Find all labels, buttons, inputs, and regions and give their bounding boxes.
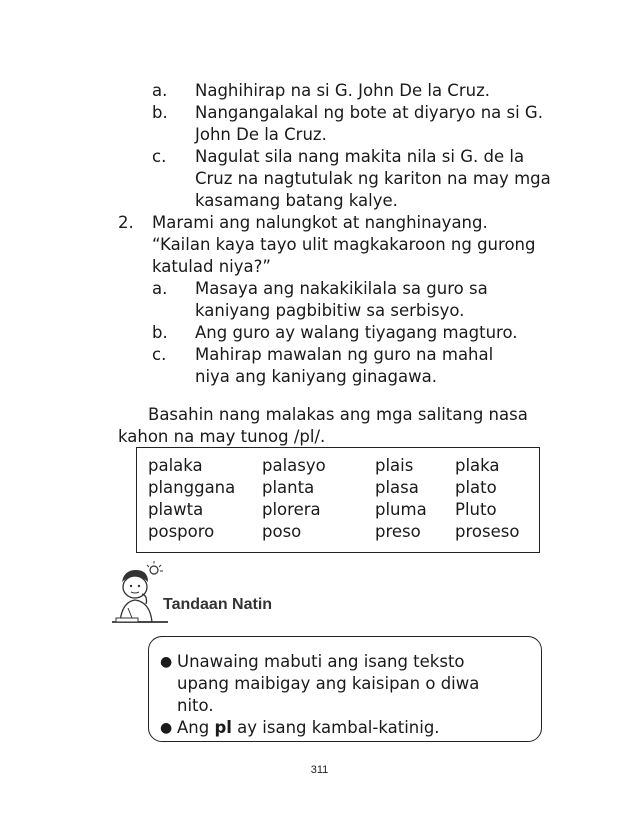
word-cell: plasa — [375, 478, 419, 497]
word-cell: plato — [455, 478, 497, 497]
idea-bulb-icon — [147, 561, 163, 574]
q2-choice-c-marker: c. — [152, 345, 167, 364]
bullet-icon: ● — [160, 720, 173, 736]
thinking-child-illustration — [112, 560, 168, 630]
word-box — [136, 447, 540, 553]
word-cell: plorera — [262, 500, 321, 519]
instruction-line-2: kahon na may tunog /pl/. — [118, 427, 326, 446]
q1-choice-a-line-1: Naghihirap na si G. John De la Cruz. — [195, 81, 490, 100]
q1-choice-c-line-1: Nagulat sila nang makita nila si G. de la — [195, 147, 525, 166]
word-cell: plais — [375, 456, 414, 475]
q1-choice-c-marker: c. — [152, 147, 167, 166]
q2-number: 2. — [118, 213, 134, 232]
word-cell: planggana — [148, 478, 236, 497]
q1-choice-b-marker: b. — [152, 103, 168, 122]
page-number: 311 — [310, 764, 329, 776]
instruction-line-1: Basahin nang malakas ang mga salitang nasa — [148, 405, 528, 424]
word-cell: palaka — [148, 456, 203, 475]
word-cell: plaka — [455, 456, 500, 475]
bullet-icon: ● — [160, 654, 173, 670]
remember-bullet-2-bold: pl — [214, 718, 232, 737]
q1-choice-c-line-2: Cruz na nagtutulak ng kariton na may mga — [195, 169, 551, 188]
q2-line-1: Marami ang nalungkot at nanghinayang. — [152, 213, 488, 232]
q2-choice-b-marker: b. — [152, 323, 168, 342]
word-cell: Pluto — [455, 500, 497, 519]
q1-choice-c-line-3: kasamang batang kalye. — [195, 191, 398, 210]
q2-choice-b-line-1: Ang guro ay walang tiyagang magturo. — [195, 323, 518, 342]
q2-line-2: “Kailan kaya tayo ulit magkakaroon ng gurong — [152, 235, 536, 254]
q2-choice-a-line-2: kaniyang pagbibitiw sa serbisyo. — [195, 301, 465, 320]
q1-choice-b-line-1: Nangangalakal ng bote at diyaryo na si G. — [195, 103, 543, 122]
q2-choice-c-line-2: niya ang kaniyang ginagawa. — [195, 367, 437, 386]
remember-bullet-2-post: ay isang kambal-katinig. — [231, 718, 440, 737]
q2-choice-a-marker: a. — [152, 279, 168, 298]
word-cell: posporo — [148, 522, 215, 541]
word-cell: pluma — [375, 500, 427, 519]
q2-choice-a-line-1: Masaya ang nakakikilala sa guro sa — [195, 279, 488, 298]
remember-bullet-1-line-2: upang maibigay ang kaisipan o diwa — [177, 674, 480, 693]
q2-choice-c-line-1: Mahirap mawalan ng guro na mahal — [195, 345, 494, 364]
word-cell: palasyo — [262, 456, 326, 475]
remember-bullet-1-line-1: Unawaing mabuti ang isang teksto — [177, 652, 465, 671]
remember-bullet-2 — [177, 717, 440, 739]
word-cell: poso — [262, 522, 302, 541]
remember-bullet-2-pre: Ang — [177, 718, 215, 737]
word-cell: planta — [262, 478, 315, 497]
q1-choice-b-line-2: John De la Cruz. — [195, 125, 327, 144]
word-cell: proseso — [455, 522, 520, 541]
q1-choice-a-marker: a. — [152, 81, 168, 100]
word-cell: plawta — [148, 500, 204, 519]
section-title: Tandaan Natin — [163, 596, 273, 613]
q2-line-3: katulad niya?” — [152, 257, 271, 276]
remember-box — [148, 636, 542, 742]
word-cell: preso — [375, 522, 421, 541]
remember-bullet-1-line-3: nito. — [177, 696, 214, 715]
